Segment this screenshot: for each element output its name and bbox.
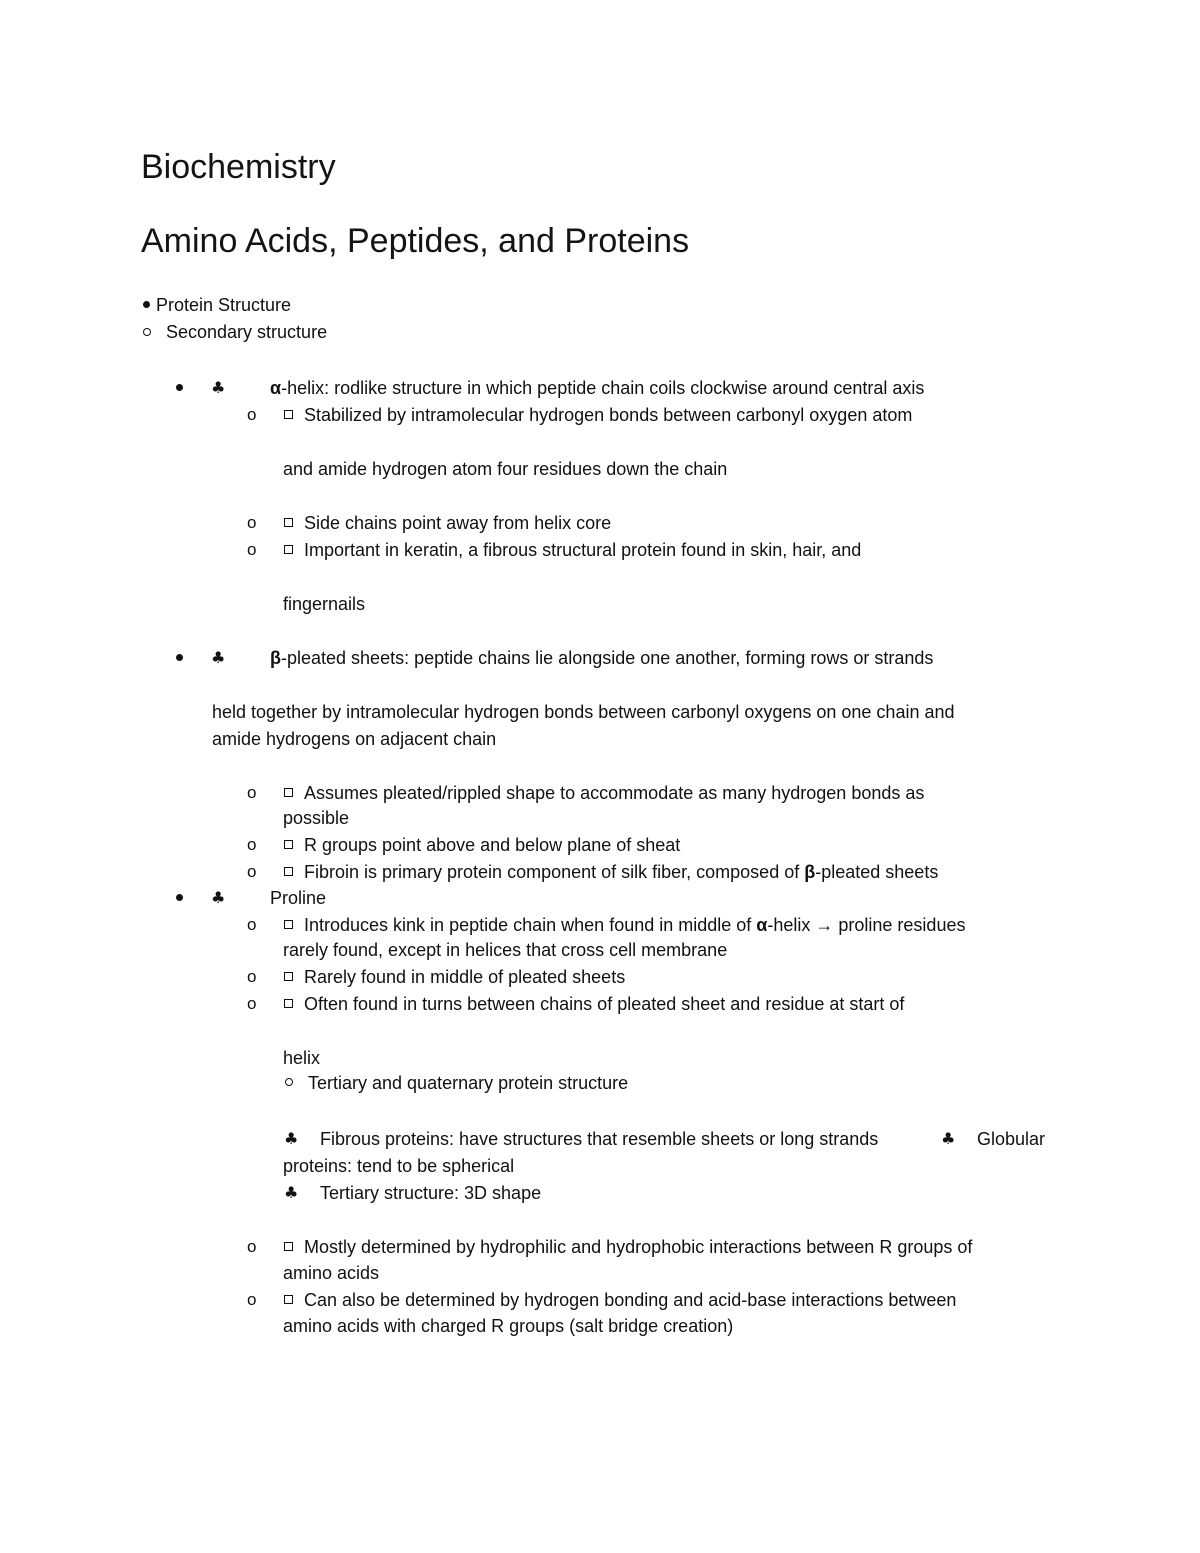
outline-protein-structure: Protein Structure [156, 295, 292, 315]
beta-symbol: β [804, 862, 816, 882]
beta-sheets-definition [270, 647, 933, 669]
bullet-dot-icon [143, 301, 150, 308]
proline-label: Proline [270, 888, 327, 908]
proline-point-1-text: Introduces kink in peptide chain when found in middle of [304, 915, 757, 935]
square-bullet-icon [284, 972, 293, 981]
globular-proteins: Globular [977, 1129, 1046, 1149]
square-bullet-icon [284, 840, 293, 849]
square-bullet-icon [284, 1242, 293, 1251]
bullet-o-icon: o [247, 1290, 257, 1309]
bullet-ring-icon [285, 1078, 293, 1086]
proline-point-1 [304, 914, 965, 936]
bullet-dot-icon [176, 894, 183, 901]
bullet-o-icon: o [247, 1237, 257, 1256]
document-title: Biochemistry [141, 148, 336, 186]
beta-continuation-2: amide hydrogens on adjacent chain [212, 729, 497, 749]
tertiary-structure: Tertiary structure: 3D shape [320, 1183, 542, 1203]
proline-point-3: Often found in turns between chains of pleated sheet and residue at start of [304, 994, 905, 1014]
alpha-point-1: Stabilized by intramolecular hydrogen bonds between carbonyl oxygen atom [304, 405, 913, 425]
club-icon: ♣ [284, 1183, 299, 1202]
club-icon: ♣ [284, 1129, 299, 1148]
square-bullet-icon [284, 999, 293, 1008]
club-icon: ♣ [211, 888, 226, 907]
proline-point-2: Rarely found in middle of pleated sheets [304, 967, 626, 987]
tertiary-point-1-continuation: amino acids [283, 1263, 380, 1283]
bullet-o-icon: o [247, 783, 257, 802]
bullet-o-icon: o [247, 862, 257, 881]
alpha-point-3: Important in keratin, a fibrous structural protein found in skin, hair, and [304, 540, 862, 560]
beta-point-1: Assumes pleated/rippled shape to accommodate as many hydrogen bonds as [304, 783, 925, 803]
square-bullet-icon [284, 410, 293, 419]
bullet-o-icon: o [247, 513, 257, 532]
bullet-o-icon: o [247, 540, 257, 559]
alpha-symbol: α [756, 915, 768, 935]
bullet-o-icon: o [247, 967, 257, 986]
square-bullet-icon [284, 788, 293, 797]
bullet-o-icon: o [247, 994, 257, 1013]
alpha-point-1-continuation: and amide hydrogen atom four residues down the chain [283, 459, 728, 479]
beta-point-1-continuation: possible [283, 808, 350, 828]
proline-point-3-continuation: helix [283, 1048, 321, 1068]
square-bullet-icon [284, 1295, 293, 1304]
beta-continuation-1: held together by intramolecular hydrogen bonds between carbonyl oxygens on one chain and [212, 702, 955, 722]
bullet-o-icon: o [247, 835, 257, 854]
proline-point-1-tail: -helix → proline residues [767, 915, 966, 935]
beta-sheets-text: -pleated sheets: peptide chains lie alongside one another, forming rows or strands [281, 648, 934, 668]
bullet-dot-icon [176, 654, 183, 661]
alpha-point-3-continuation: fingernails [283, 594, 366, 614]
proline-point-1-continuation: rarely found, except in helices that cross cell membrane [283, 940, 728, 960]
fibrous-proteins: Fibrous proteins: have structures that resemble sheets or long strands [320, 1129, 879, 1149]
outline-tertiary-quaternary: Tertiary and quaternary protein structure [308, 1073, 629, 1093]
square-bullet-icon [284, 518, 293, 527]
bullet-dot-icon [176, 384, 183, 391]
square-bullet-icon [284, 545, 293, 554]
globular-proteins-continuation: proteins: tend to be spherical [283, 1156, 515, 1176]
alpha-symbol: α [270, 378, 282, 398]
beta-point-3-tail: -pleated sheets [815, 862, 939, 882]
tertiary-point-1: Mostly determined by hydrophilic and hydrophobic interactions between R groups of [304, 1237, 973, 1257]
tertiary-point-2-continuation: amino acids with charged R groups (salt bridge creation) [283, 1316, 734, 1336]
alpha-helix-definition [270, 377, 924, 399]
bullet-ring-icon [143, 328, 151, 336]
alpha-point-2: Side chains point away from helix core [304, 513, 612, 533]
bullet-o-icon: o [247, 915, 257, 934]
square-bullet-icon [284, 867, 293, 876]
club-icon: ♣ [211, 378, 226, 397]
document-subtitle: Amino Acids, Peptides, and Proteins [141, 222, 690, 260]
beta-symbol: β [270, 648, 281, 668]
outline-secondary-structure: Secondary structure [166, 322, 328, 342]
beta-point-3-text: Fibroin is primary protein component of silk fiber, composed of [304, 862, 805, 882]
bullet-o-icon: o [247, 405, 257, 424]
tertiary-point-2: Can also be determined by hydrogen bonding and acid-base interactions between [304, 1290, 957, 1310]
alpha-helix-text: -helix: rodlike structure in which peptide chain coils clockwise around central axis [281, 378, 925, 398]
beta-point-2: R groups point above and below plane of sheat [304, 835, 681, 855]
club-icon: ♣ [211, 648, 226, 667]
beta-point-3 [304, 861, 938, 883]
club-icon: ♣ [941, 1129, 956, 1148]
square-bullet-icon [284, 920, 293, 929]
